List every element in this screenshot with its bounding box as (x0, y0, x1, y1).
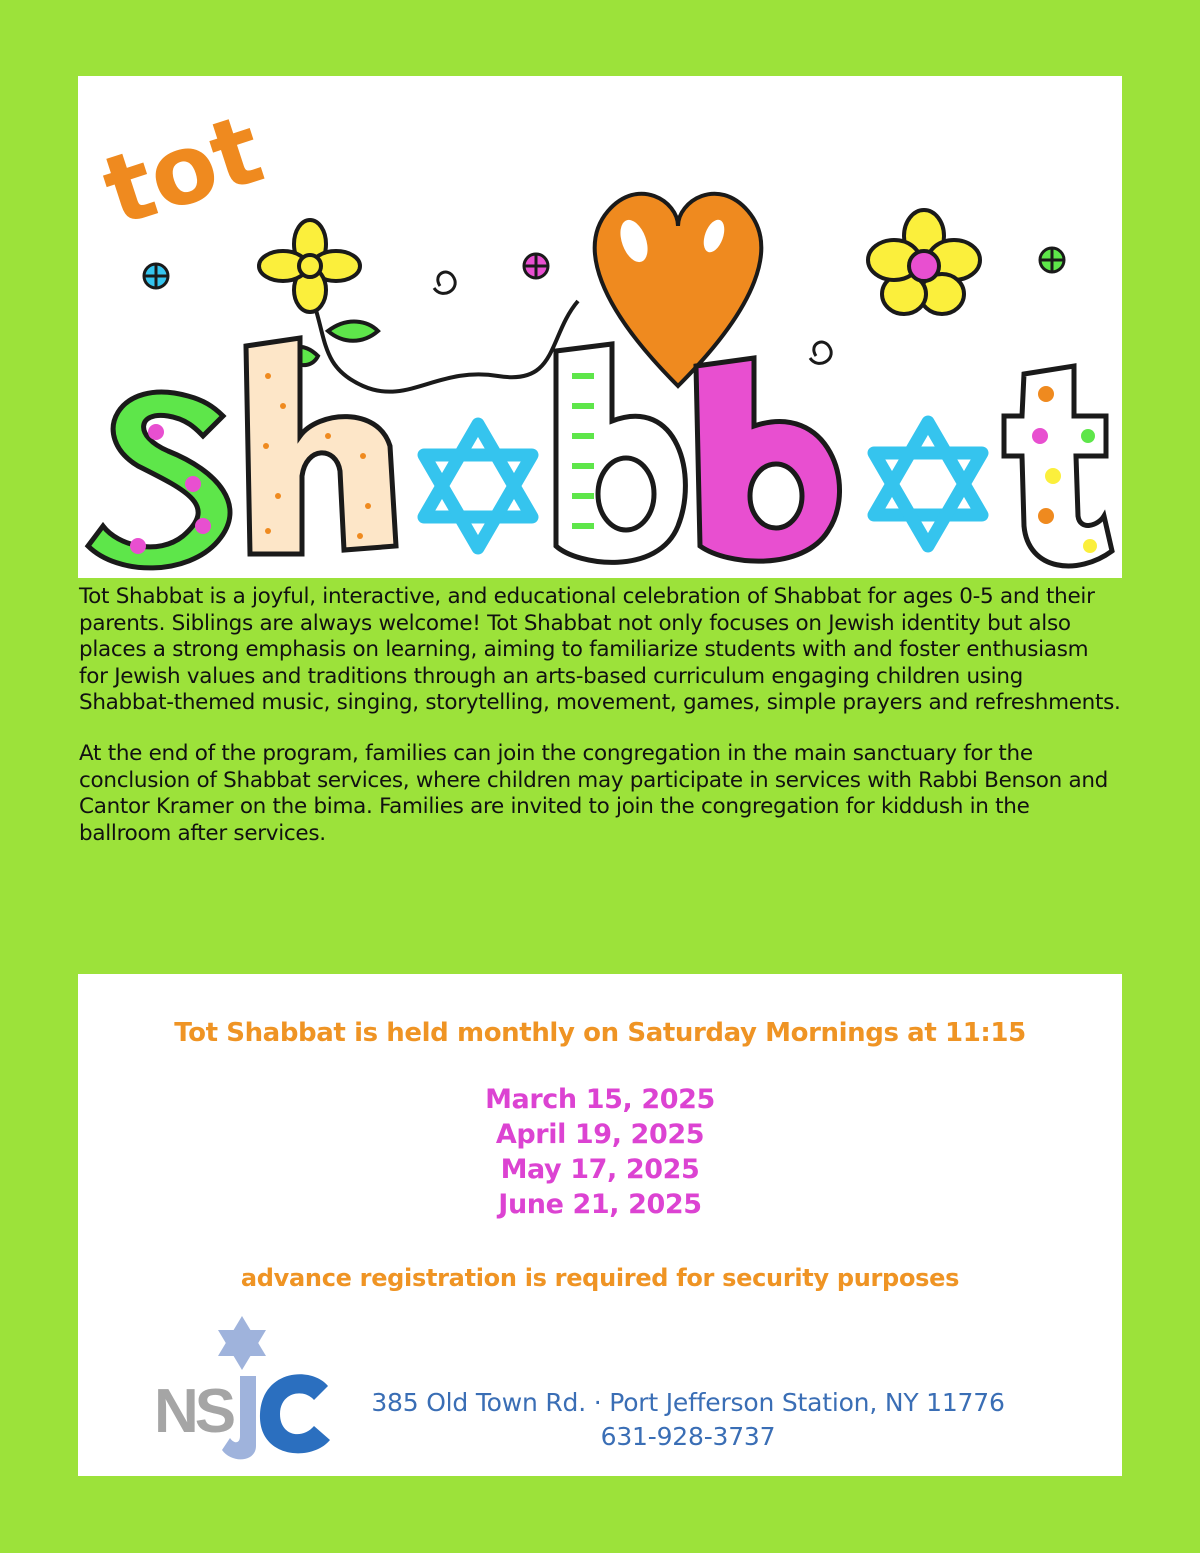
sparkle-icon (1040, 248, 1064, 272)
tot-word: tot (90, 92, 276, 248)
letter-h (246, 338, 396, 554)
letter-t (1004, 366, 1112, 566)
date-item: March 15, 2025 (485, 1084, 715, 1115)
sparkle-icon (144, 264, 168, 288)
intro-paragraph: At the end of the program, families can join the congregation in the main sanctuary for the conclusion of Shabbat services, where children may participate in services with Rabbi Benson and Cantor Kramer on the bima. Families are invited to join the congregation for kiddush in the ballroom after services. (79, 740, 1108, 846)
schedule-heading: Tot Shabbat is held monthly on Saturday Mornings at 11:15 (174, 1018, 1026, 1048)
star-of-david-icon (874, 422, 982, 546)
curl-icon (434, 272, 455, 293)
date-item: May 17, 2025 (500, 1154, 700, 1185)
info-panel (78, 974, 1122, 1476)
address-line: 385 Old Town Rd. · Port Jefferson Station, NY 11776 (371, 1388, 1005, 1417)
intro-paragraph: Tot Shabbat is a joyful, interactive, and educational celebration of Shabbat for ages 0-5 and their parents. Siblings are always welcome! Tot Shabbat not only focuses on Jewish identity but also places a strong emphasis on learning, aiming to familiarize students with and foster enthusiasm for Jewish values and traditions through an arts-based curriculum engaging children using Shabbat-themed music, singing, storytelling, movement, games, simple prayers and refreshments. (79, 584, 1121, 716)
flower-icon (868, 210, 980, 314)
svg-text:NS: NS (154, 1377, 233, 1446)
phone-line: 631-928-3737 (600, 1422, 776, 1451)
hero-banner (78, 76, 1122, 578)
intro-text (79, 584, 1123, 847)
letter-b (696, 358, 840, 561)
letter-b (556, 344, 685, 562)
star-of-david-icon (218, 1316, 266, 1370)
date-item: June 21, 2025 (498, 1189, 702, 1220)
flower-icon (259, 220, 578, 392)
nsjc-logo (152, 1314, 332, 1464)
contact-block (338, 1386, 1038, 1454)
registration-note: advance registration is required for security purposes (240, 1264, 960, 1292)
date-item: April 19, 2025 (495, 1119, 705, 1150)
tot-shabbat-artwork (78, 76, 1122, 578)
date-list (78, 1082, 1122, 1222)
sparkle-icon (524, 254, 548, 278)
curl-icon (810, 342, 831, 363)
star-of-david-icon (424, 424, 532, 548)
letter-s (88, 392, 230, 568)
heart-icon (595, 194, 761, 386)
